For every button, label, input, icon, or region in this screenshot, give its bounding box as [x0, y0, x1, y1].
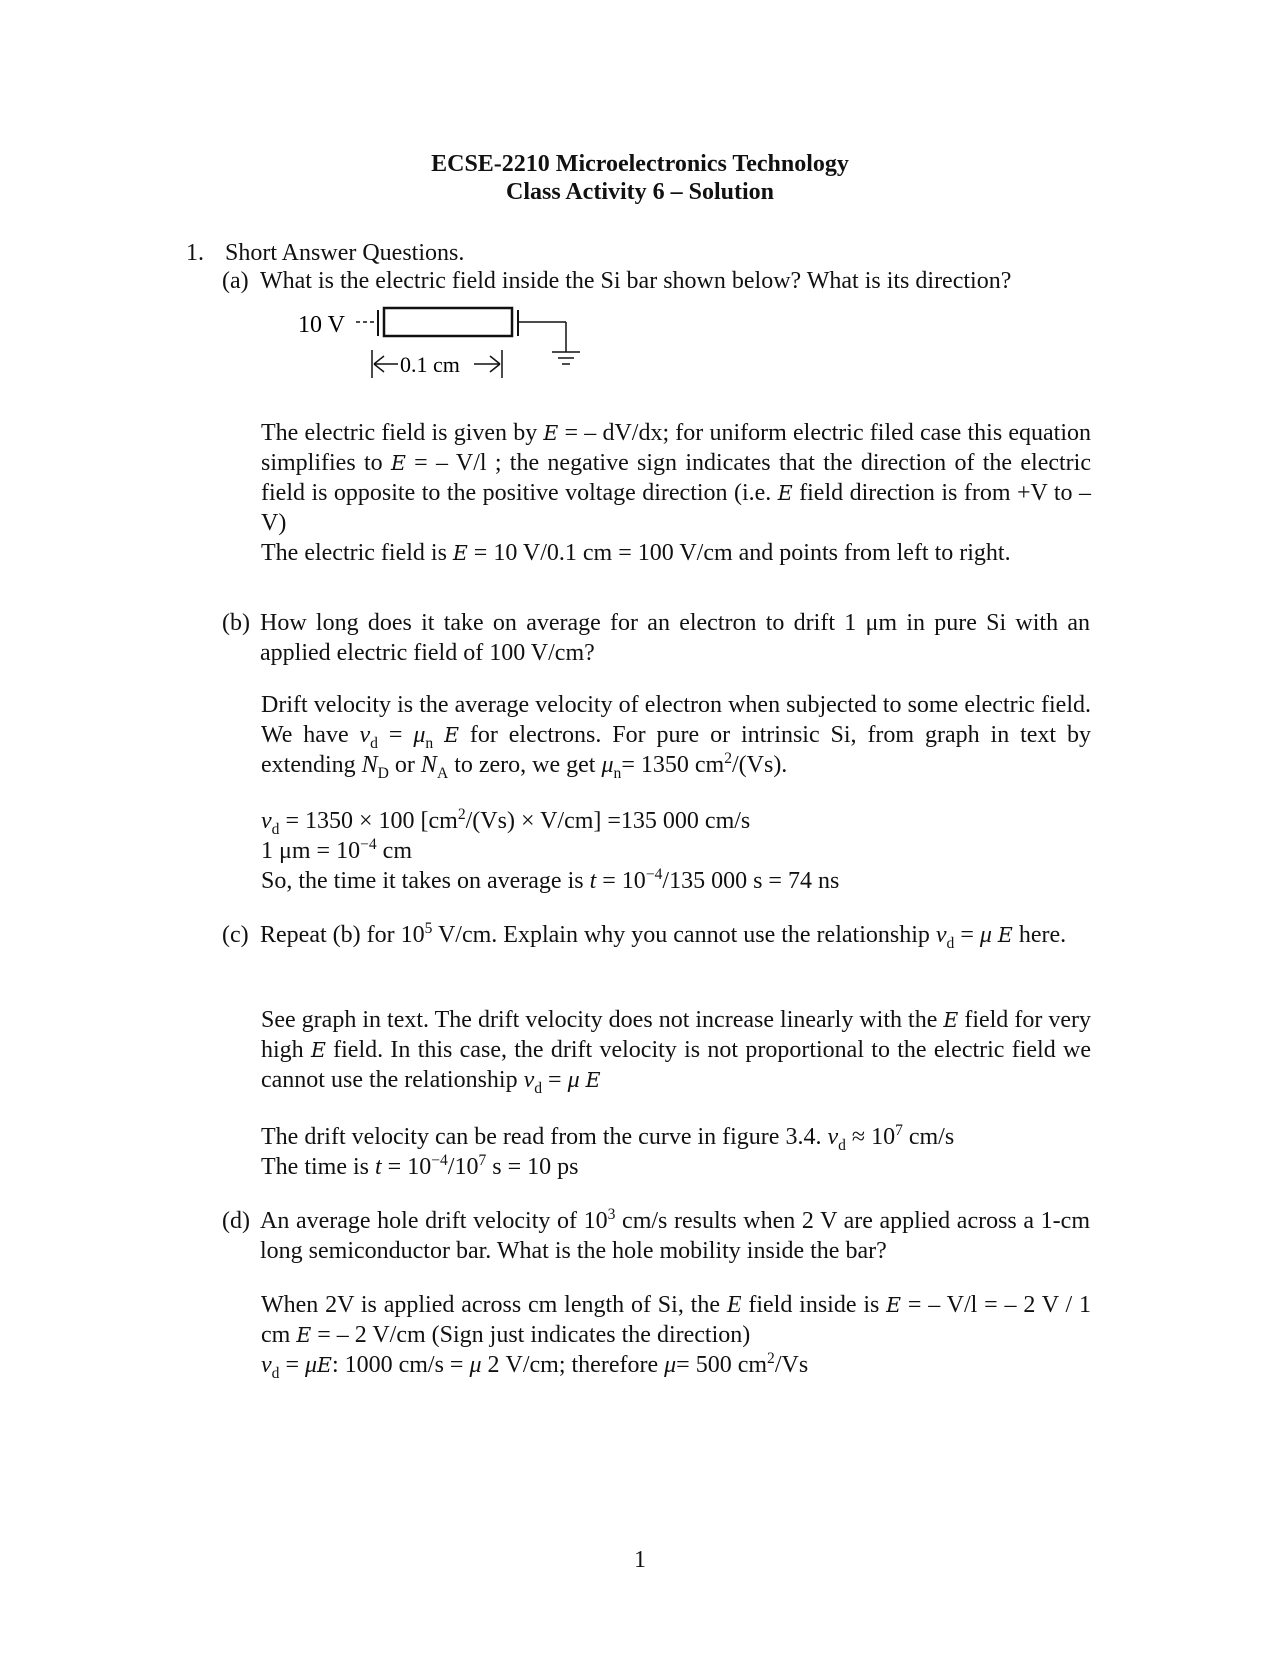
page-number: 1 [634, 1547, 646, 1573]
question-d-label: (d) [222, 1208, 250, 1234]
question-c-label: (c) [222, 922, 249, 948]
question-b-label: (b) [222, 610, 250, 636]
answer-c [261, 1005, 1091, 1095]
efield-symbol: E [886, 1293, 902, 1317]
efield-symbol: E [943, 1008, 959, 1032]
efield-symbol: E [585, 1068, 601, 1092]
efield-symbol: E [444, 723, 459, 747]
arrow-right-icon [474, 356, 500, 372]
si-bar [384, 308, 512, 336]
answer-a [261, 418, 1091, 568]
question-a-text: What is the electric field inside the Si bar shown below? What is its direction? [260, 268, 1012, 294]
answer-b-paragraph-1: Drift velocity is the average velocity of electron when subjected to some electric field. We have $v_d = \mu_n$ E for electrons. For pure or intrinsic Si, from graph in text by extending $N_D$ or $N_A$ to zero, we get $\mu_n= 1350$ $cm^2/(Vs)$. [261, 692, 1092, 782]
section-number: 1. [186, 240, 204, 266]
answer-a-paragraph-1: The electric field is given by E = – dV/dx; for uniform electric filed case this equation simplifies to E = – V/l ; the negative sign indicates that the direction of the electric field is opposite to the positive voltage direction (i.e. E field direction is from +V to –V) [261, 420, 1091, 536]
efield-symbol: E [310, 1038, 326, 1062]
efield-symbol: E [777, 481, 793, 505]
question-c-text: Repeat (b) for $10^5$ V/cm. Explain why you cannot use the relationship $v_d = \mu$ E here. [260, 920, 1067, 952]
answer-c-calculation [261, 1122, 1091, 1182]
efield-symbol: E [390, 451, 406, 475]
answer-d-paragraph-1: When 2V is applied across cm length of Si, the E field inside is E = – V/l = – 2 V / 1 cm E = – 2 V/cm (Sign just indicates the direction) [261, 1292, 1091, 1348]
question-a-label: (a) [222, 268, 249, 294]
title-activity: Class Activity 6 – Solution [505, 179, 775, 206]
answer-b [261, 690, 1091, 780]
answer-b-calculation [261, 806, 1091, 896]
calc-line-3: So, the time it takes on average is $t = 10^{-4}/135$ 000 s = 74 ns [261, 866, 840, 894]
answer-d [261, 1290, 1091, 1380]
arrow-left-icon [374, 356, 398, 372]
question-b-text: How long does it take on average for an electron to drift 1 μm in pure Si with an applied electric field of 100 V/cm? [260, 610, 1090, 666]
answer-a-paragraph-2: The electric field is E = 10 V/0.1 cm = 100 V/cm and points from left to right. [261, 540, 1011, 566]
length-label: 0.1 cm [400, 352, 460, 377]
calc-line-2: 1 $\mu m = 10^{-4}$ cm [261, 836, 412, 864]
document-title [0, 150, 1280, 207]
efield-symbol: E [452, 541, 468, 565]
calc-line-1: $v_d = 1350 \times 100$ $[cm^2/(Vs) \times V/cm] =135$ 000 cm/s [261, 806, 751, 838]
efield-symbol: E [543, 421, 559, 445]
efield-symbol: E [296, 1323, 312, 1347]
efield-symbol: E [997, 923, 1013, 947]
efield-symbol: E [317, 1353, 332, 1377]
answer-d-paragraph-2: $v_d = \mu E$: 1000 cm/s = μ 2 V/cm; therefore μ= 500 $cm^2/Vs$ [261, 1350, 809, 1382]
si-bar-figure [290, 300, 610, 390]
answer-c-paragraph-1: See graph in text. The drift velocity does not increase linearly with the E field for very high E field. In this case, the drift velocity is not proportional to the electric field we cannot use the relationship $v_d = \mu$ E [261, 1007, 1091, 1097]
question-d-text: An average hole drift velocity of $10^3$ cm/s results when 2 V are applied across a 1-cm long semiconductor bar. What is the hole mobility inside the bar? [260, 1206, 1090, 1264]
voltage-label: 10 V [298, 312, 345, 338]
calc-c-line-1: The drift velocity can be read from the curve in figure 3.4. $v_d \approx 10^7$ cm/s [261, 1122, 955, 1154]
section-heading: Short Answer Questions. [225, 240, 465, 266]
title-course: ECSE-2210 Microelectronics Technology [431, 151, 849, 177]
calc-c-line-2: The time is $t = 10^{-4}/10^7$ s = 10 ps [261, 1152, 579, 1180]
